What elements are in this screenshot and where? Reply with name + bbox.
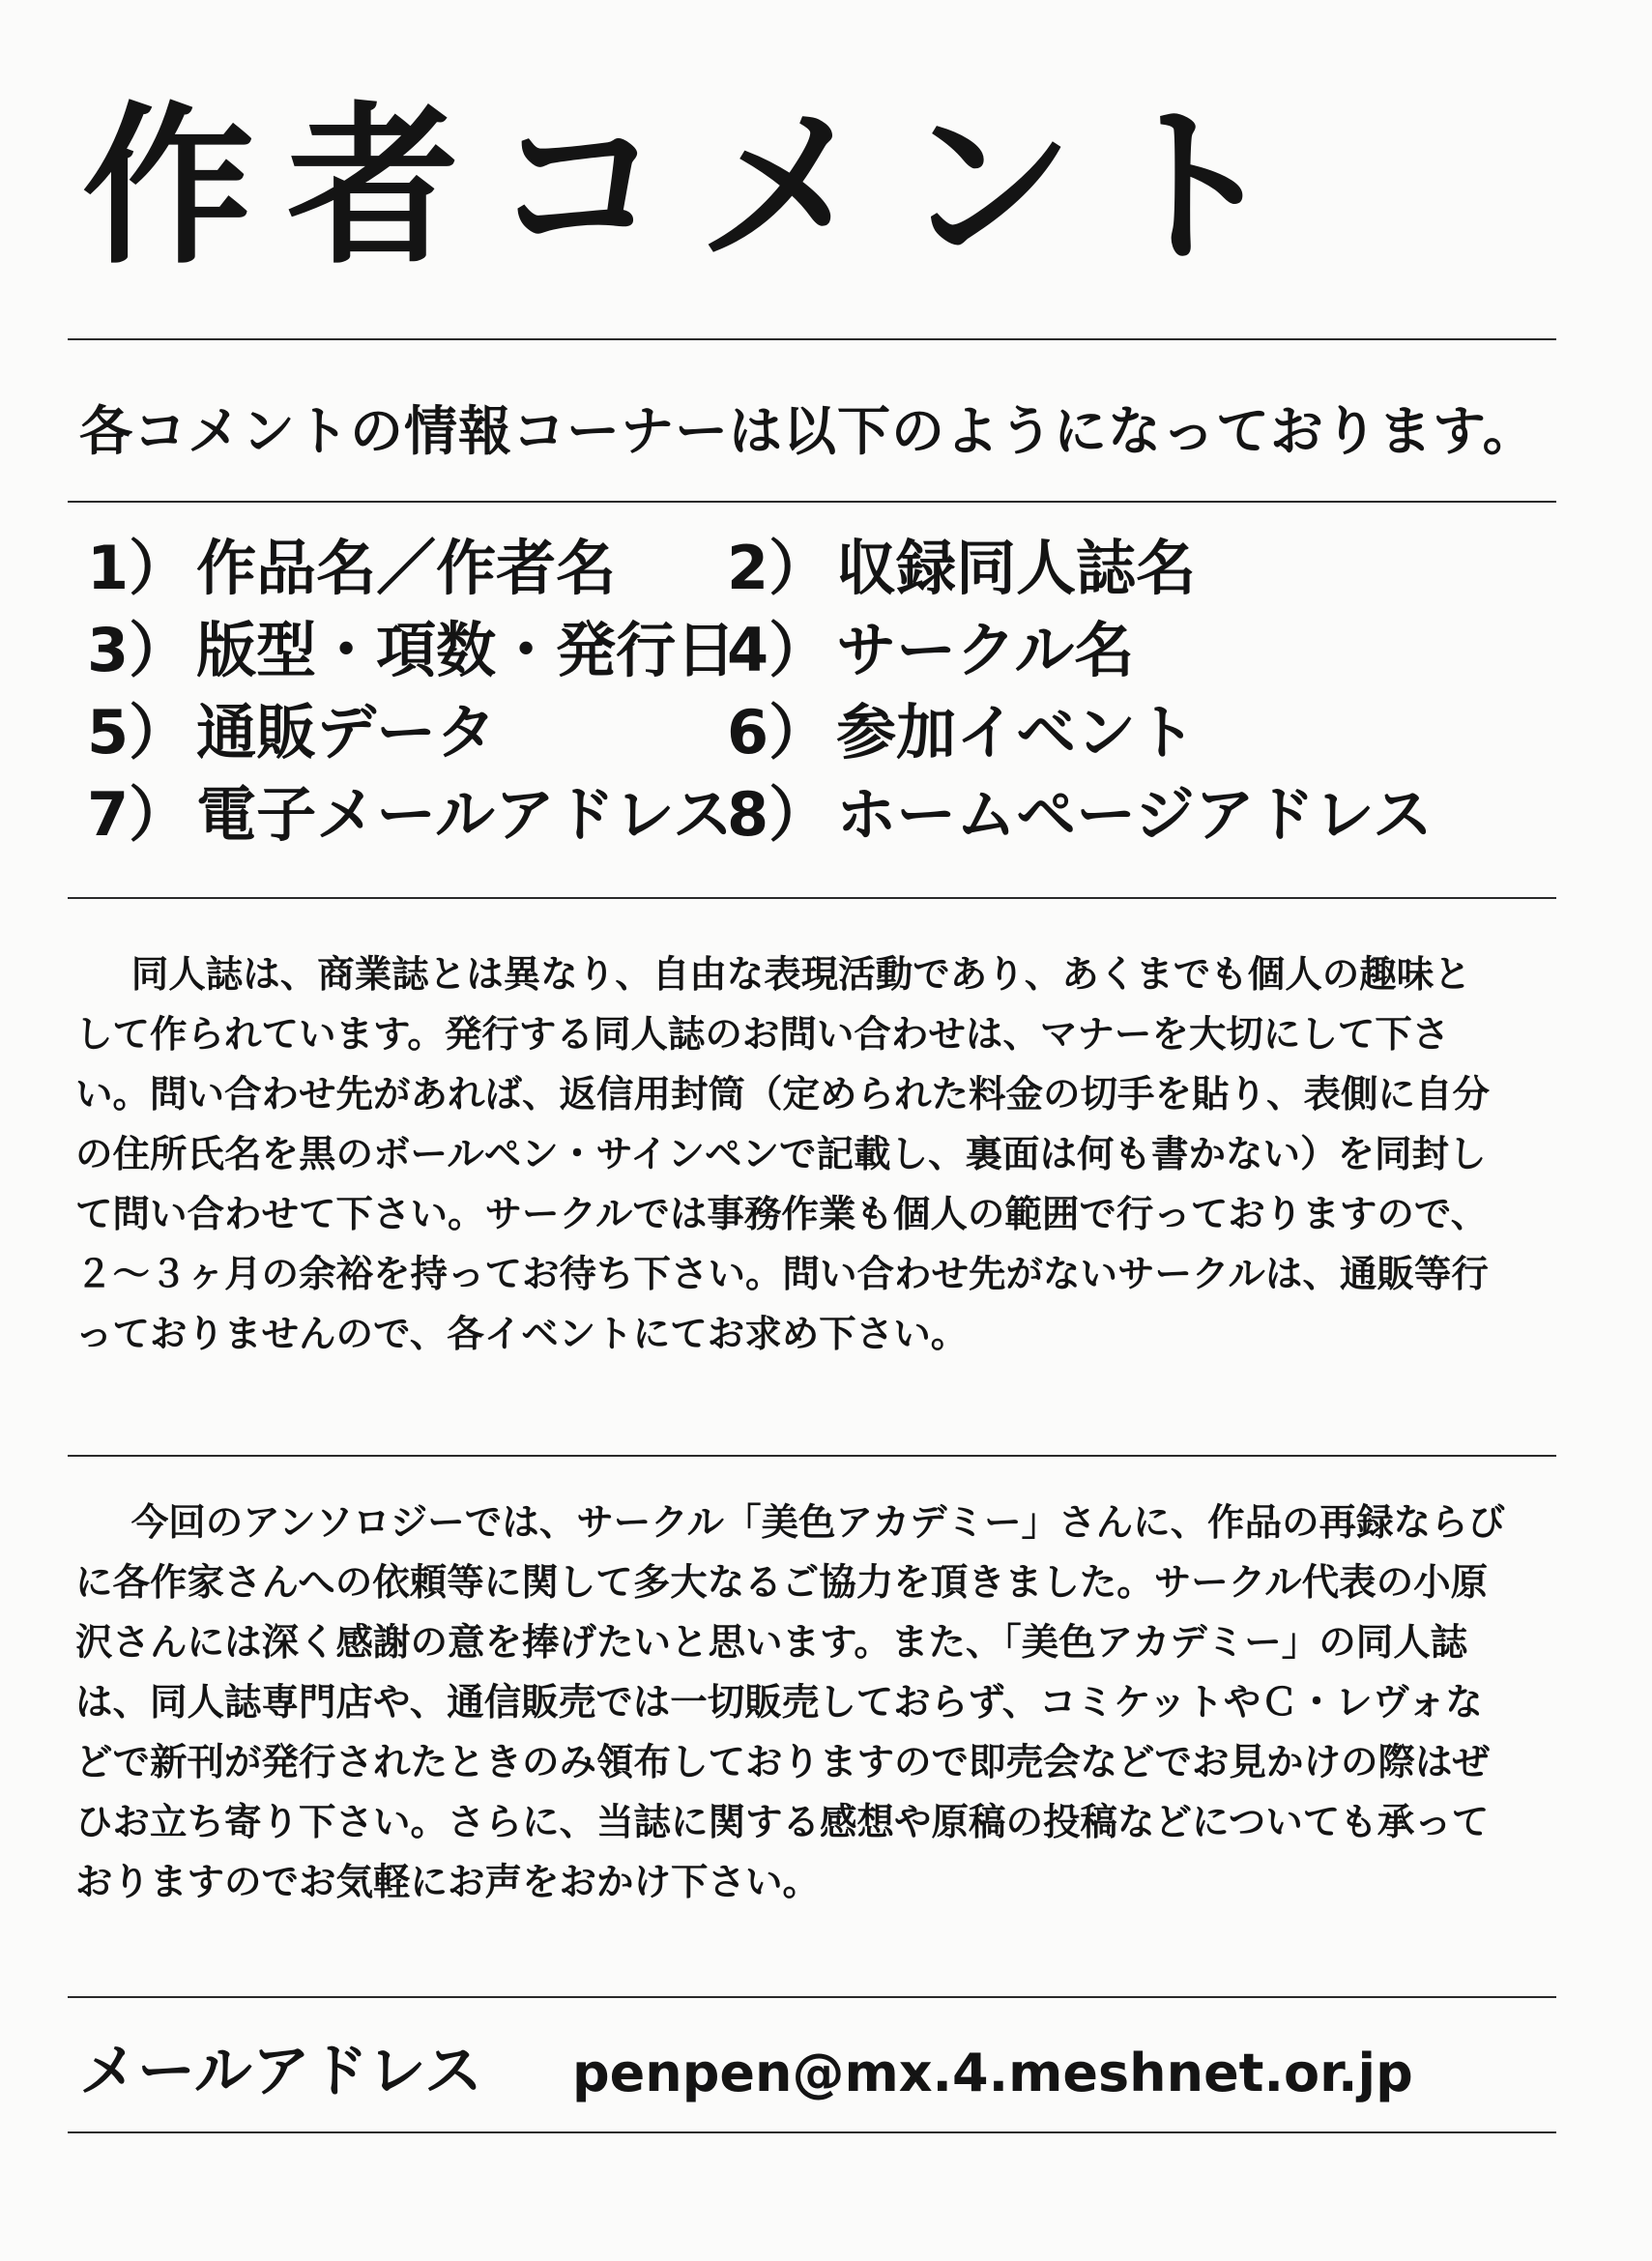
divider (68, 2131, 1556, 2133)
info-item-label: 収録同人誌名 (836, 533, 1197, 603)
info-item-number: 5） (87, 697, 189, 768)
acknowledgement-paragraph: 今回のアンソロジーでは、サークル「美色アカデミー」さんに、作品の再録ならびに各作家さんへの依頼等に関して多大なるご協力を頂きました。サークル代表の小原沢さんには深く感謝の意を捧げたいと思います。また、「美色アカデミー」の同人誌は、同人誌専門店や、通信販売では一切販売しておらず、コミケットやＣ・レヴォなどで新刊が発行されたときのみ領布しておりますので即売会などでお見かけの際はぜひお立ち寄り下さい。さらに、当誌に関する感想や原稿の投稿などについても承っておりますのでお気軽にお声をおかけ下さい。 (75, 1501, 1506, 1904)
info-item-number: 7） (87, 779, 189, 850)
info-item (727, 697, 1404, 768)
info-item-label: 電子メールアドレス (196, 779, 734, 850)
info-item (87, 533, 727, 603)
info-item-label: 通販データ (196, 697, 497, 768)
info-item (87, 697, 727, 768)
divider (68, 1455, 1556, 1457)
info-item (727, 533, 1404, 603)
info-item-label: 作品名／作者名 (196, 533, 617, 603)
info-item-number: 4） (727, 615, 829, 685)
divider (68, 338, 1556, 340)
info-item-number: 1） (87, 533, 189, 603)
info-item (727, 779, 1434, 850)
mail-address: penpen@mx.4.meshnet.or.jp (572, 2043, 1413, 2103)
info-item-number: 3） (87, 615, 189, 685)
divider (68, 1996, 1556, 1998)
subtitle: 各コメントの情報コーナーは以下のようになっております。 (79, 400, 1537, 462)
mail-label: メールアドレス (79, 2038, 482, 2105)
info-item-number: 6） (727, 697, 829, 768)
page-title: 作者コメント (82, 87, 1312, 287)
info-item-number: 2） (727, 533, 829, 603)
info-item-number: 8） (727, 779, 829, 850)
info-item (87, 615, 737, 685)
info-item-label: サークル名 (836, 615, 1135, 685)
info-item-label: ホームページアドレス (836, 779, 1434, 850)
info-item (727, 615, 1404, 685)
mail-row (79, 2025, 1413, 2108)
divider (68, 501, 1556, 503)
info-list (87, 533, 1440, 850)
info-item-label: 版型・項数・発行日 (196, 615, 737, 685)
info-item-label: 参加イベント (836, 697, 1197, 768)
divider (68, 897, 1556, 899)
notice-paragraph: 同人誌は、商業誌とは異なり、自由な表現活動であり、あくまでも個人の趣味として作られています。発行する同人誌のお問い合わせは、マナーを大切にして下さい。問い合わせ先があれば、返信用封筒（定められた料金の切手を貼り、表側に自分の住所氏名を黒のボールペン・サインペンで記載し、裏面は何も書かない）を同封して問い合わせて下さい。サークルでは事務作業も個人の範囲で行っておりますので、２〜３ヶ月の余裕を持ってお待ち下さい。問い合わせ先がないサークルは、通販等行っておりませんので、各イベントにてお求め下さい。 (75, 953, 1491, 1356)
info-item (87, 779, 734, 850)
